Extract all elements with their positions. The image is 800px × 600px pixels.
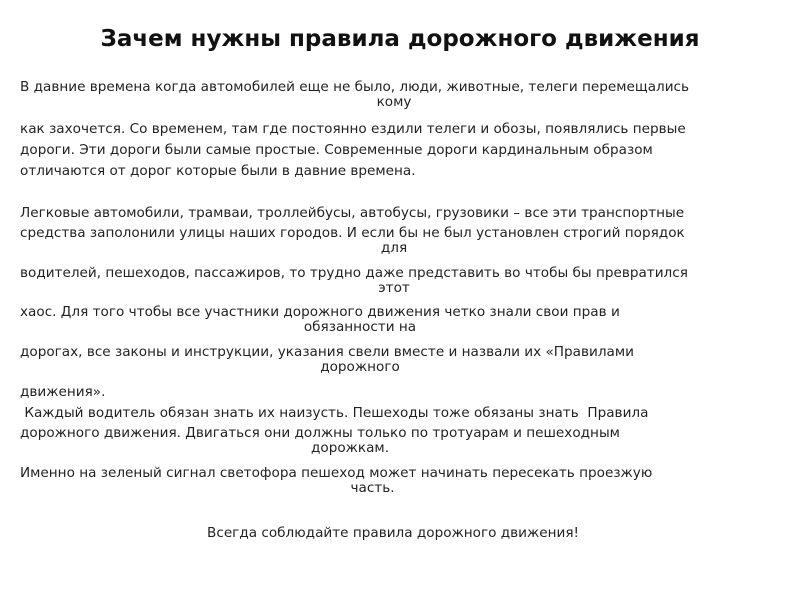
p2-line-3 <box>20 266 768 296</box>
p2-line-5-text: дорогах, все законы и инструкции, указания свели вместе и назвали их «Правилами <box>20 344 634 360</box>
p1-line-3: дороги. Эти дороги были самые простые. Современные дороги кардинальным образом <box>20 142 653 158</box>
p3-line-3-text: Именно на зеленый сигнал светофора пешеход может начинать пересекать проезжую <box>20 465 653 481</box>
closing-line: Всегда соблюдайте правила дорожного движения! <box>207 525 579 541</box>
p3-line-3-tail: часть. <box>350 480 395 496</box>
p3-line-3 <box>20 466 725 496</box>
p2-line-2-tail: для <box>380 240 408 256</box>
p2-line-5 <box>20 345 700 375</box>
p3-line-2-tail: дорожкам. <box>310 440 390 456</box>
p1-line-1-tail: кому <box>376 94 412 110</box>
p3-line-2-text: дорожного движения. Двигаться они должны только по тротуарам и пешеходным <box>20 425 620 441</box>
p1-line-2: как захочется. Со временем, там где постоянно ездили телеги и обозы, появлялись первые <box>20 121 686 137</box>
p3-line-2 <box>20 426 680 456</box>
p1-line-1-text: В давние времена когда автомобилей еще не было, люди, животные, телеги перемещались <box>20 79 690 95</box>
p2-line-4-text: хаос. Для того чтобы все участники дорожного движения четко знали свои прав и <box>20 304 620 320</box>
p2-line-3-text: водителей, пешеходов, пассажиров, то трудно даже представить во чтобы бы превратился <box>20 265 688 281</box>
page-title: Зачем нужны правила дорожного движения <box>100 26 700 52</box>
p1-line-1 <box>20 80 768 110</box>
p1-line-4: отличаются от дорог которые были в давние времена. <box>20 163 416 179</box>
p2-line-4-tail: обязанности на <box>303 319 417 335</box>
p2-line-5-tail: дорожного <box>320 359 400 375</box>
p2-line-1: Легковые автомобили, трамваи, троллейбусы, автобусы, грузовики – все эти транспортные <box>20 205 685 221</box>
p2-line-2-text: средства заполонили улицы наших городов. И если бы не был установлен строгий порядок <box>20 225 685 241</box>
p2-line-4 <box>20 305 700 335</box>
p3-line-1: Каждый водитель обязан знать их наизусть. Пешеходы тоже обязаны знать Правила <box>20 405 649 421</box>
p2-line-3-tail: этот <box>378 280 410 296</box>
p2-line-2 <box>20 226 768 256</box>
p2-line-6: движения». <box>20 384 106 400</box>
